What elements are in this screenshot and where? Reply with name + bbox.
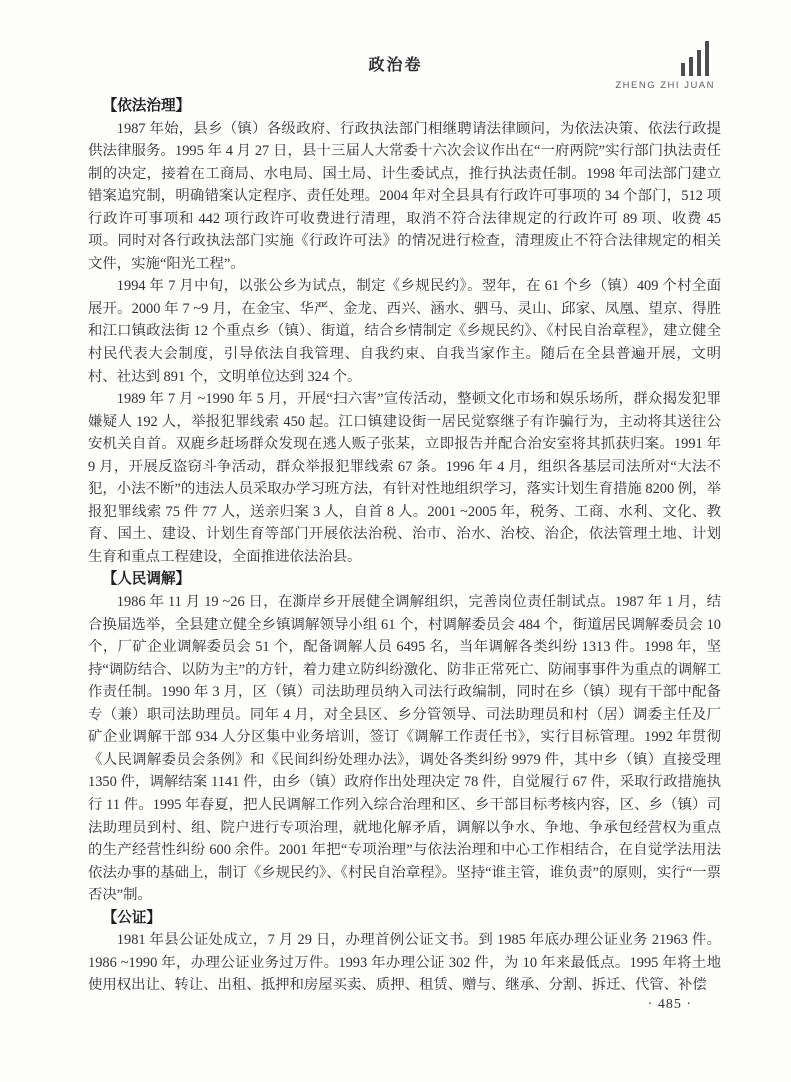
paragraph: 1987 年始，县乡（镇）各级政府、行政执法部门相继聘请法律顾问，为依法决策、依法行政提供法律服务。1995 年 4 月 27 日，县十三届人大常委十六次会议作出在“一府两院”实行部门执法责任制的决定，接着在工商局、水电局、国土局、计生委试点，推行执法责任制。1998 年司法部门建立错案追究制，明确错案认定程序、责任处理。2004 年对全县具有行政许可事项的 34 个部门，512 项行政许可事项和 442 项行政许可收费进行清理，取消不符合法律规定的行政许可 89 项、收费 45 项。同时对各行政执法部门实施《行政许可法》的情况进行检查，清理废止不符合法律规定的相关文件，实施“阳光工程”。 bbox=[88, 120, 721, 272]
paragraph: 1986 年 11 月 19 ~26 日，在澌岸乡开展健全调解组织，完善岗位责任制试点。1987 年 1 月，结合换届选举，全县建立健全乡镇调解领导小组 61 个，村调解委员会 484 个，街道居民调解委员会 10 个，厂矿企业调解委员会 51 个，配备调解人员 6495 名，当年调解各类纠纷 1313 件。1998 年，坚持“调防结合、以防为主”的方针，着力建立防纠纷激化、防非正常死亡、防闹事事件为重点的调解工作责任制。1990 年 3 月，区（镇）司法助理员纳入司法行政编制，同时在乡（镇）现有干部中配备专（兼）职司法助理员。同年 4 月，对全县区、乡分管领导、司法助理员和村（居）调委主任及厂矿企业调解干部 934 人分区集中业务培训，签订《调解工作责任书》，实行目标管理。1992 年贯彻《人民调解委员会条例》和《民间纠纷处理办法》，调处各类纠纷 9979 件，其中乡（镇）直接受理 1350 件，调解结案 1141 件，由乡（镇）政府作出处理决定 78 件，自觉履行 67 件，采取行政措施执行 11 件。1995 年春夏，把人民调解工作列入综合治理和区、乡干部目标考核内容，区、乡（镇）司法助理员到村、组、院户进行专项治理，就地化解矛盾，调解以争水、争地、争承包经营权为重点的生产经营性纠纷 600 余件。2001 年把“专项治理”与依法治理和中心工作相结合，在自觉学法用法依法办事的基础上，制订《乡规民约》、《村民自治章程》。坚持“谁主管，谁负责”的原则，实行“一票否决”制。 bbox=[88, 594, 721, 904]
logo-pinyin-text: ZHENG ZHI JUAN bbox=[615, 80, 715, 91]
logo-bar-3 bbox=[697, 50, 701, 76]
logo-bar-4 bbox=[705, 41, 709, 76]
volume-logo bbox=[585, 40, 715, 91]
paragraph: 1989 年 7 月 ~1990 年 5 月，开展“扫六害”宣传活动，整顿文化市场和娱乐场所，群众揭发犯罪嫌疑人 192 人，举报犯罪线索 450 起。江口镇建设街一居民觉察继子有诈骗行为，主动将其送往公安机关自首。双鹿乡赶场群众发现在逃人贩子张某，立即报告并配合治安室将其抓获归案。1991 年 9 月，开展反盗窃斗争活动，群众举报犯罪线索 67 条。1996 年 4 月，组织各基层司法所对“大法不犯，小法不断”的违法人员采取办学习班方法，有针对性地组织学习，落实计划生育措施 8200 例，举报犯罪线索 75 件 77 人，送亲归案 3 人，自首 8 人。2001 ~2005 年，税务、工商、水利、文化、教育、国土、建设、计划生育等部门开展依法治税、治市、治水、治校、治企，依法管理土地、计划生育和重点工程建设，全面推进依法治县。 bbox=[88, 391, 721, 565]
section-heading-rule-of-law: 【依法治理】 bbox=[102, 98, 191, 114]
logo-bar-1 bbox=[681, 63, 685, 76]
page-title: 政治卷 bbox=[368, 57, 423, 74]
bar-chart-logo-icon bbox=[585, 40, 715, 76]
section-heading-notarization: 【公证】 bbox=[102, 909, 161, 926]
page-body-text bbox=[88, 95, 721, 997]
page-number: · 485 · bbox=[647, 997, 692, 1012]
section-heading-people-mediation: 【人民调解】 bbox=[102, 571, 191, 588]
logo-bar-2 bbox=[689, 57, 693, 76]
paragraph: 1981 年县公证处成立，7 月 29 日，办理首例公证文书。到 1985 年底办理公证业务 21963 件。1986 ~1990 年，办理公证业务过万件。1993 年办理公证 302 件，为 10 年来最低点。1995 年将土地使用权出让、转让、出租、抵押和房屋买卖、质押、租赁、赠与、继承、分割、拆迁、代管、补偿 bbox=[88, 932, 721, 994]
paragraph: 1994 年 7 月中旬，以张公乡为试点，制定《乡规民约》。翌年，在 61 个乡（镇）409 个村全面展开。2000 年 7 ~9 月，在金宝、华严、金龙、西兴、涵水、驷马、灵山、邱家、凤凰、望京、得胜和江口镇政法街 12 个重点乡（镇）、街道，结合乡情制定《乡规民约》、《村民自治章程》，建立健全村民代表大会制度，引导依法自我管理、自我约束、自我当家作主。随后在全县普遍开展，文明村、社达到 891 个，文明单位达到 324 个。 bbox=[88, 278, 721, 385]
